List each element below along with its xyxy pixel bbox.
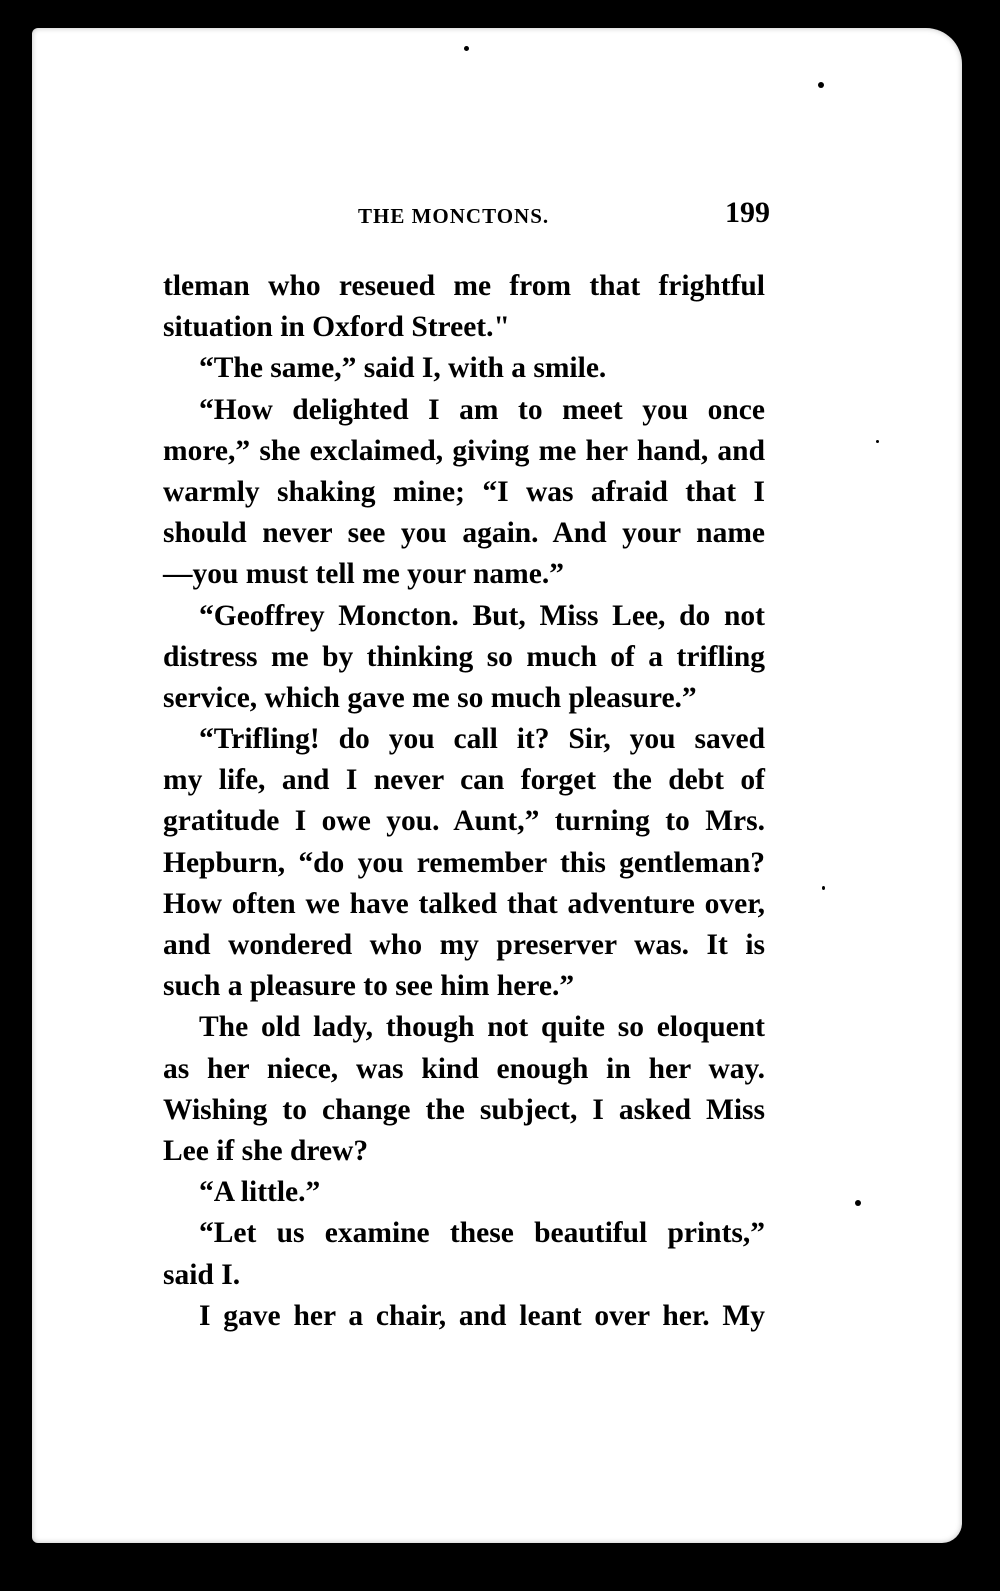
scan-speck	[818, 82, 824, 88]
text-line: “A little.”	[199, 1176, 321, 1209]
text-line: as her niece, was kind enough in her way.	[163, 1052, 765, 1085]
text-line: Hepburn, “do you remember this gentleman?	[163, 846, 765, 879]
text-line: said I.	[163, 1258, 241, 1291]
text-line: distress me by thinking so much of a trifling	[163, 640, 765, 673]
page-header	[128, 178, 770, 238]
text-line: should never see you again. And your name	[163, 517, 765, 550]
text-line: The old lady, though not quite so eloquent	[199, 1011, 765, 1044]
text-line: and wondered who my preserver was. It is	[163, 929, 765, 961]
text-line: warmly shaking mine; “I was afraid that I	[163, 475, 765, 508]
text-line: Wishing to change the subject, I asked Miss	[163, 1093, 765, 1126]
scan-speck	[822, 886, 825, 890]
text-line: I gave her a chair, and leant over her. My	[199, 1299, 765, 1332]
running-title: THE MONCTONS.	[358, 204, 550, 228]
body-text	[163, 266, 765, 1337]
text-line: “How delighted I am to meet you once	[199, 393, 765, 426]
text-line: “The same,” said I, with a smile.	[199, 352, 607, 385]
page-number: 199	[725, 196, 770, 229]
text-line: more,” she exclaimed, giving me her hand, and	[163, 434, 765, 467]
scan-speck	[876, 440, 879, 443]
scan-speck	[855, 1200, 861, 1206]
text-line: “Let us examine these beautiful prints,”	[199, 1217, 765, 1250]
text-line: such a pleasure to see him here.”	[163, 970, 575, 1003]
text-line: Lee if she drew?	[163, 1134, 369, 1167]
text-line: my life, and I never can forget the debt of	[163, 764, 765, 797]
text-line: tleman who reseued me from that frightful	[163, 270, 765, 302]
text-line: —you must tell me your name.”	[163, 558, 564, 591]
text-line: situation in Oxford Street."	[163, 311, 510, 344]
scan-speck	[464, 46, 469, 51]
text-line: “Geoffrey Moncton. But, Miss Lee, do not	[199, 599, 765, 632]
text-line: How often we have talked that adventure over,	[163, 887, 765, 920]
text-line: gratitude I owe you. Aunt,” turning to Mrs.	[163, 805, 765, 838]
text-line: “Trifling! do you call it? Sir, you saved	[199, 723, 765, 756]
text-line: service, which gave me so much pleasure.”	[163, 681, 697, 714]
